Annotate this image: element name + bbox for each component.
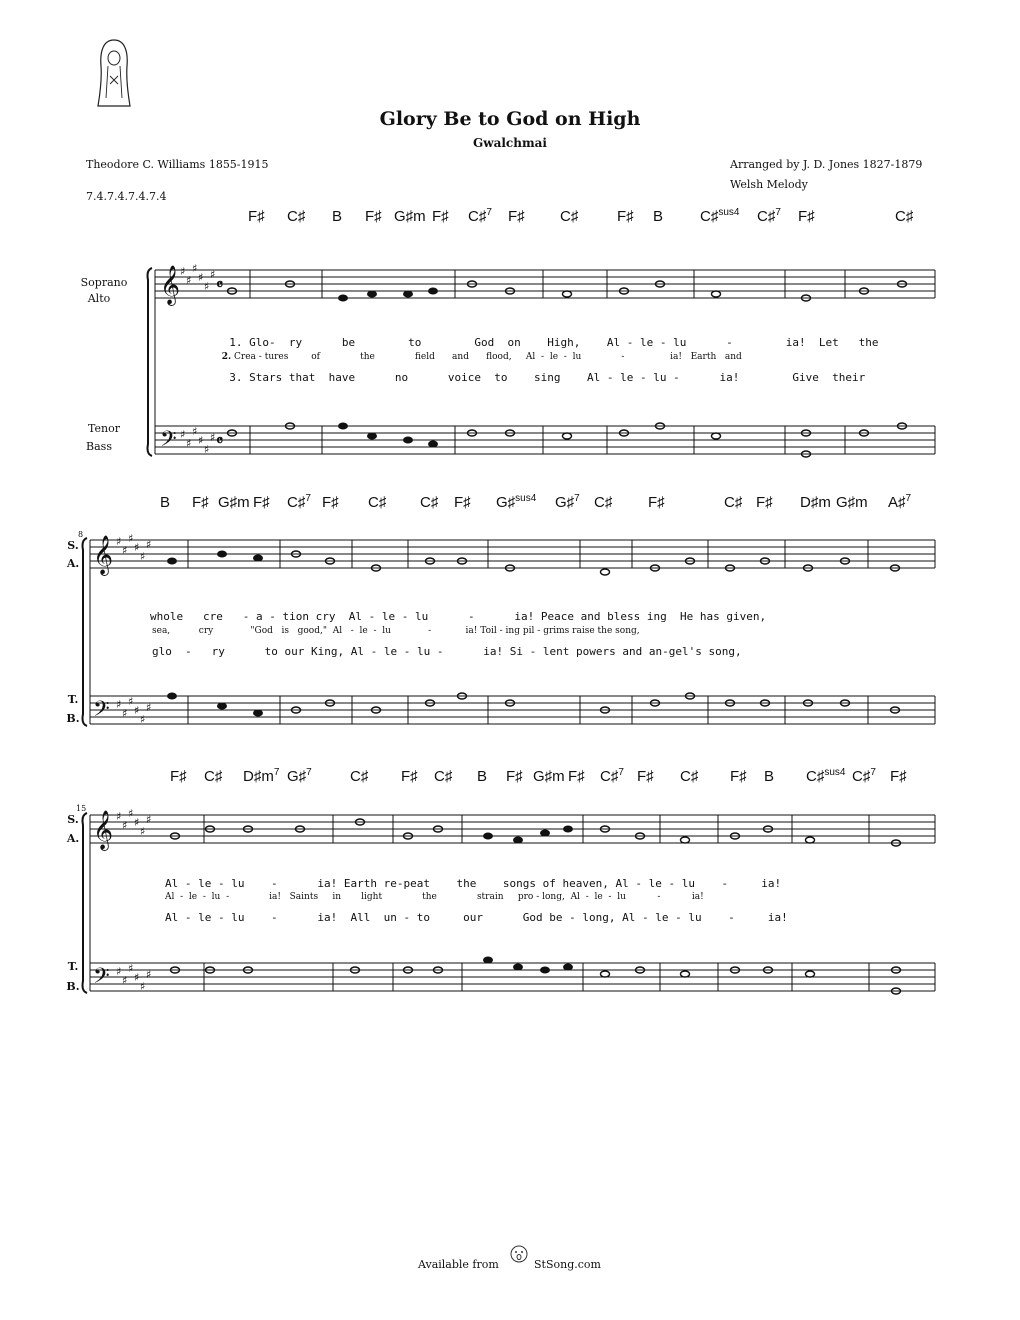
chord: F♯: [506, 768, 523, 785]
label-b: B.: [66, 980, 80, 993]
chord: B: [160, 494, 171, 511]
chord: F♯: [798, 208, 815, 225]
chord: B: [477, 768, 488, 785]
treble-clef-icon: 𝄞: [93, 535, 114, 575]
chord: F♯: [322, 494, 339, 511]
chord: G♯m: [394, 208, 426, 225]
chord: C♯$^7$: [852, 767, 876, 785]
svg-text:♯: ♯: [116, 698, 122, 711]
svg-text:♯: ♯: [186, 437, 192, 450]
chord: C♯: [287, 208, 306, 225]
chord: F♯: [508, 208, 525, 225]
page-title: Glory Be to God on High: [379, 108, 641, 130]
svg-text:♯: ♯: [180, 265, 186, 278]
label-a: A.: [66, 557, 80, 570]
chord: C♯: [204, 768, 223, 785]
chord: C♯: [724, 494, 743, 511]
staff-tb-1: [155, 426, 935, 454]
chord: A♯$^7$: [888, 493, 912, 511]
svg-text:♯: ♯: [140, 550, 146, 563]
chord-row-3: [0, 767, 1020, 789]
label-bass: Bass: [86, 440, 112, 453]
lyrics-verse-3: glo - ry to our King, Al - le - lu - ia! Si - lent powers and an-gel's song,: [152, 645, 742, 658]
lyrics-verse-1: whole cre - a - tion cry Al - le - lu - ia! Peace and bless ing He has given,: [150, 610, 767, 623]
svg-text:♯: ♯: [122, 819, 128, 832]
chord: F♯: [890, 768, 907, 785]
svg-text:♯: ♯: [116, 810, 122, 823]
chord: C♯$^7$: [287, 493, 311, 511]
lyrics-verse-3: Al - le - lu - ia! All un - to our God be - long, Al - le - lu - ia!: [165, 911, 788, 924]
time-signature: 𝄴: [216, 431, 224, 450]
label-tenor: Tenor: [88, 422, 120, 435]
bass-clef-icon: 𝄢: [93, 697, 110, 727]
svg-text:♯: ♯: [116, 965, 122, 978]
label-a: A.: [66, 832, 80, 845]
lyrics-verse-2: Al - le - lu - ia! Saints in light the strain pro - long, Al - le - lu - ia!: [165, 892, 704, 902]
label-s: S.: [67, 813, 79, 826]
lyrics-verse-2: sea, cry "God is good," Al - le - lu - ia! Toil - ing pil - grims raise the song,: [152, 626, 640, 636]
svg-text:♯: ♯: [204, 443, 210, 456]
time-signature: 𝄴: [216, 275, 224, 294]
svg-text:♯: ♯: [122, 707, 128, 720]
chord: F♯: [637, 768, 654, 785]
author: Theodore C. Williams 1855-1915: [86, 158, 269, 171]
chord: B: [764, 768, 775, 785]
svg-text:♯: ♯: [134, 704, 140, 717]
svg-text:♯: ♯: [116, 535, 122, 548]
treble-clef-icon: 𝄞: [160, 265, 181, 305]
chord: F♯: [617, 208, 634, 225]
svg-text:♯: ♯: [140, 980, 146, 993]
treble-clef-icon: 𝄞: [93, 810, 114, 850]
chord: C♯$^7$: [468, 207, 492, 225]
chord: F♯: [170, 768, 187, 785]
svg-text:♯: ♯: [146, 538, 152, 551]
svg-text:♯: ♯: [198, 271, 204, 284]
chord: C♯$^7$: [757, 207, 781, 225]
chord: C♯: [895, 208, 914, 225]
label-t: T.: [67, 960, 79, 973]
chord: G♯$^7$: [287, 767, 312, 785]
label-soprano: Soprano: [80, 276, 128, 289]
staff-sa-2: [90, 540, 935, 568]
svg-text:♯: ♯: [192, 425, 198, 438]
svg-text:♯: ♯: [128, 807, 134, 820]
chord: C♯: [368, 494, 387, 511]
svg-text:♯: ♯: [140, 713, 146, 726]
svg-text:♯: ♯: [146, 968, 152, 981]
label-b: B.: [66, 712, 80, 725]
svg-text:♯: ♯: [128, 962, 134, 975]
source: Welsh Melody: [730, 178, 808, 191]
chord: F♯: [365, 208, 382, 225]
chord: F♯: [648, 494, 665, 511]
staff-sa-3: [90, 815, 935, 843]
label-t: T.: [67, 693, 79, 706]
measure-number: 15: [76, 804, 87, 813]
tune-name: Gwalchmai: [473, 136, 547, 150]
svg-text:♯: ♯: [204, 280, 210, 293]
chord: C♯: [594, 494, 613, 511]
svg-text:♯: ♯: [122, 544, 128, 557]
lyrics-verse-1: 1. Glo- ry be to God on High, Al - le - lu - ia! Let the: [229, 336, 879, 349]
measure-number: 8: [78, 530, 84, 539]
svg-text:♯: ♯: [210, 268, 216, 281]
chord-row-2: [0, 493, 1020, 515]
chord: C♯$^{sus4}$: [700, 207, 740, 225]
footer-site-link[interactable]: StSong.com: [534, 1258, 601, 1271]
lyrics-verse-3: 3. Stars that have no voice to sing Al - le - lu - ia! Give their: [229, 371, 866, 384]
svg-text:♯: ♯: [128, 695, 134, 708]
stsong-logo-icon: [508, 1244, 530, 1266]
chord: G♯$^{sus4}$: [496, 493, 537, 511]
chord: F♯: [756, 494, 773, 511]
chord: B: [653, 208, 664, 225]
chord: C♯: [560, 208, 579, 225]
svg-text:♯: ♯: [186, 274, 192, 287]
svg-text:♯: ♯: [198, 434, 204, 447]
svg-text:♯: ♯: [210, 431, 216, 444]
chord: G♯m: [218, 494, 250, 511]
chord: F♯: [568, 768, 585, 785]
staff-sa-1: [155, 270, 935, 298]
footer-available: Available from: [418, 1258, 499, 1271]
lyrics-verse-2: 2. Crea - tures of the field and flood, Al - le - lu - ia! Earth and: [221, 352, 742, 362]
svg-text:♯: ♯: [146, 701, 152, 714]
chord: F♯: [192, 494, 209, 511]
svg-text:♯: ♯: [140, 825, 146, 838]
svg-text:♯: ♯: [192, 262, 198, 275]
chord: F♯: [730, 768, 747, 785]
chord: C♯: [680, 768, 699, 785]
chord: $D♯m^7$: [243, 767, 280, 785]
chord: D♯m: [800, 494, 831, 511]
svg-text:♯: ♯: [128, 532, 134, 545]
arranger: Arranged by J. D. Jones 1827-1879: [730, 158, 923, 171]
label-s: S.: [67, 539, 79, 552]
chord: C♯$^7$: [600, 767, 624, 785]
chord: F♯: [432, 208, 449, 225]
svg-text:♯: ♯: [122, 974, 128, 987]
lyrics-verse-1: Al - le - lu - ia! Earth re-peat the songs of heaven, Al - le - lu - ia!: [165, 877, 782, 890]
chord: F♯: [253, 494, 270, 511]
chord: F♯: [248, 208, 265, 225]
meter: 7.4.7.4.7.4.7.4: [86, 190, 167, 203]
chord: B: [332, 208, 343, 225]
svg-text:♯: ♯: [134, 971, 140, 984]
label-alto: Alto: [87, 292, 111, 305]
chord: F♯: [401, 768, 418, 785]
bass-clef-icon: 𝄢: [160, 427, 177, 457]
bass-clef-icon: 𝄢: [93, 964, 110, 994]
chord: C♯$^{sus4}$: [806, 767, 846, 785]
chord: G♯m: [836, 494, 868, 511]
svg-text:♯: ♯: [180, 428, 186, 441]
chord: G♯$^7$: [555, 493, 580, 511]
chord: C♯: [434, 768, 453, 785]
svg-text:♯: ♯: [134, 816, 140, 829]
chord: C♯: [420, 494, 439, 511]
svg-text:♯: ♯: [134, 541, 140, 554]
svg-text:♯: ♯: [146, 813, 152, 826]
chord: F♯: [454, 494, 471, 511]
chord: C♯: [350, 768, 369, 785]
chord: G♯m: [533, 768, 565, 785]
